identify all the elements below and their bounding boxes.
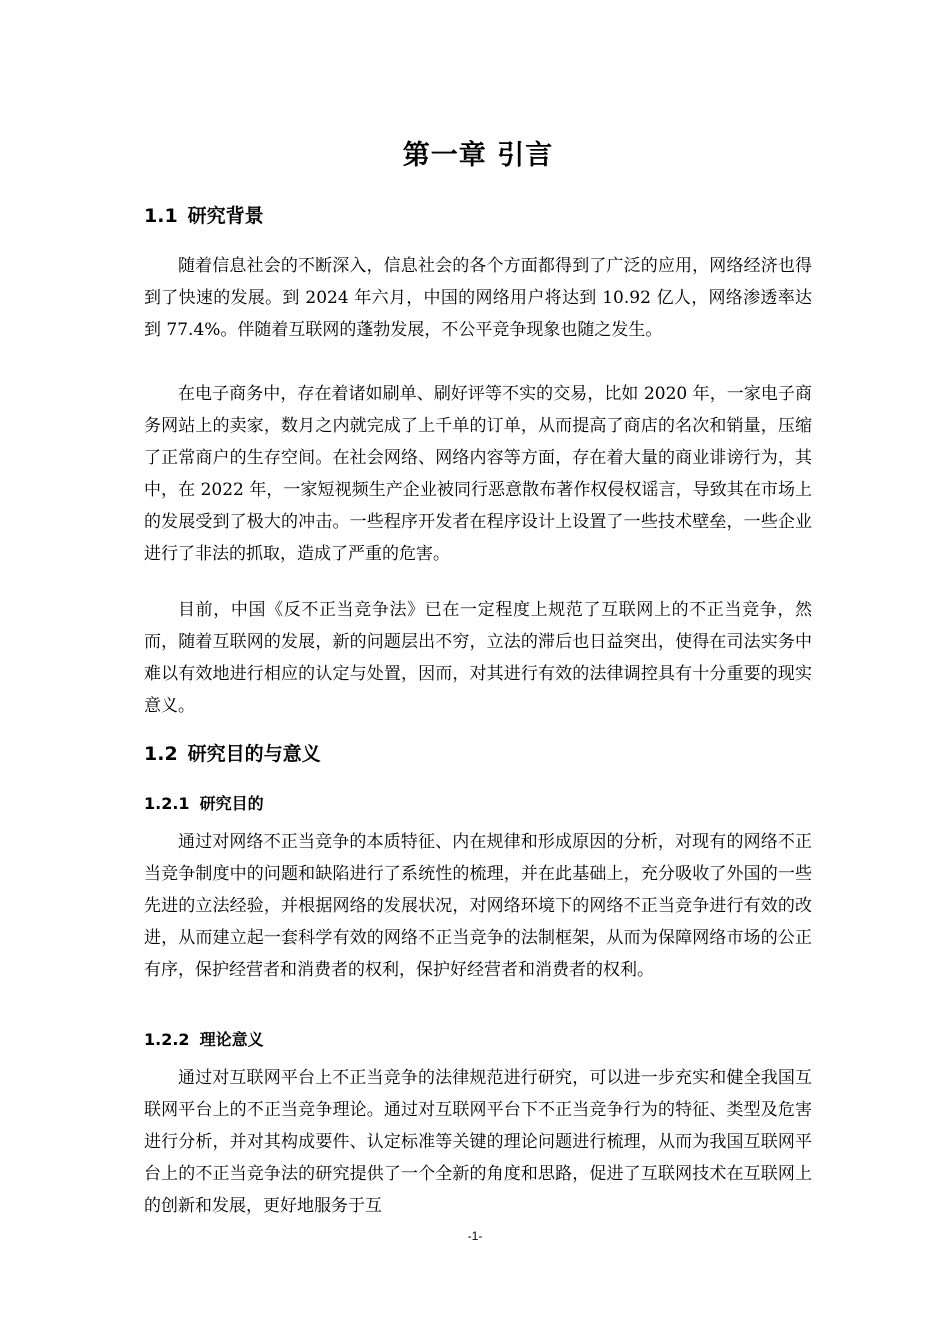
chapter-title: 第一章 引言 bbox=[402, 140, 554, 171]
subsection-heading-1-2-2 bbox=[144, 1028, 264, 1052]
subsection-number: 1.2.2 bbox=[144, 1030, 190, 1049]
paragraph: 通过对网络不正当竞争的本质特征、内在规律和形成原因的分析，对现有的网络不正当竞争制度中的问题和缺陷进行了系统性的梳理，并在此基础上，充分吸收了外国的一些先进的立法经验，并根据网络的发展状况，对网络环境下的网络不正当竞争进行有效的改进，从而建立起一套科学有效的网络不正当竞争的法制框架，从而为保障网络市场的公正有序，保护经营者和消费者的权利，保护好经营者和消费者的权利。 bbox=[144, 832, 812, 980]
subsection-heading-1-2-1 bbox=[144, 792, 264, 816]
section-title: 研究目的与意义 bbox=[187, 743, 321, 765]
section-heading-1-2 bbox=[144, 740, 321, 768]
section-heading-1-1 bbox=[144, 202, 264, 230]
section-number: 1.1 bbox=[144, 205, 178, 227]
page-number: -1- bbox=[467, 1229, 483, 1243]
subsection-title: 研究目的 bbox=[199, 794, 264, 813]
paragraph: 随着信息社会的不断深入，信息社会的各个方面都得到了广泛的应用，网络经济也得到了快速的发展。到 2024 年六月，中国的网络用户将达到 10.92 亿人，网络渗透率达到 77.4%。伴随着互联网的蓬勃发展，不公平竞争现象也随之发生。 bbox=[144, 256, 812, 340]
subsection-number: 1.2.1 bbox=[144, 794, 190, 813]
subsection-title: 理论意义 bbox=[199, 1030, 264, 1049]
section-title: 研究背景 bbox=[187, 205, 264, 227]
paragraph: 在电子商务中，存在着诸如刷单、刷好评等不实的交易，比如 2020 年，一家电子商务网站上的卖家，数月之内就完成了上千单的订单，从而提高了商店的名次和销量，压缩了正常商户的生存空间。在社会网络、网络内容等方面，存在着大量的商业诽谤行为，其中，在 2022 年，一家短视频生产企业被同行恶意散布著作权侵权谣言，导致其在市场上的发展受到了极大的冲击。一些程序开发者在程序设计上设置了一些技术壁垒，一些企业进行了非法的抓取，造成了严重的危害。 bbox=[144, 384, 812, 564]
section-number: 1.2 bbox=[144, 743, 178, 765]
paragraph: 通过对互联网平台上不正当竞争的法律规范进行研究，可以进一步充实和健全我国互联网平台上的不正当竞争理论。通过对互联网平台下不正当竞争行为的特征、类型及危害进行分析，并对其构成要件、认定标准等关键的理论问题进行梳理，从而为我国互联网平台上的不正当竞争法的研究提供了一个全新的角度和思路，促进了互联网技术在互联网上的创新和发展，更好地服务于互 bbox=[144, 1068, 812, 1216]
paragraph: 目前，中国《反不正当竞争法》已在一定程度上规范了互联网上的不正当竞争，然而，随着互联网的发展，新的问题层出不穷，立法的滞后也日益突出，使得在司法实务中难以有效地进行相应的认定与处置，因而，对其进行有效的法律调控具有十分重要的现实意义。 bbox=[144, 600, 812, 716]
